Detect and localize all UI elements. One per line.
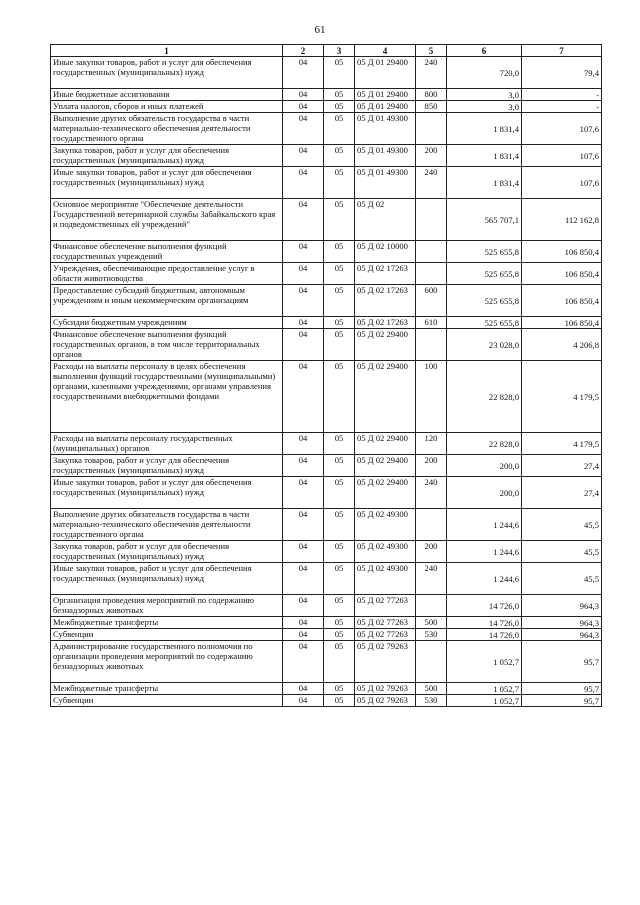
row-amount-plan-cell: 525 655,8 — [447, 263, 522, 285]
row-name-cell: Межбюджетные трансферты — [51, 683, 283, 695]
row-section-cell: 04 — [283, 433, 324, 455]
row-name-cell: Учреждения, обеспечивающие предоставление услуг в области животноводства — [51, 263, 283, 285]
table-row — [51, 563, 602, 595]
row-target-article-cell: 05 Д 02 49300 — [355, 509, 416, 541]
column-header: 6 — [447, 45, 522, 57]
row-name-cell: Основное мероприятие "Обеспечение деятельности Государственной ветеринарной службы Забайкальского края и подведомственных ей учреждений" — [51, 199, 283, 241]
row-amount-actual-cell: 4 179,5 — [522, 361, 602, 433]
row-subsection-cell: 05 — [324, 285, 355, 317]
table-row — [51, 317, 602, 329]
row-subsection-cell: 05 — [324, 329, 355, 361]
row-target-article-cell: 05 Д 02 29400 — [355, 329, 416, 361]
table-row — [51, 629, 602, 641]
row-amount-actual-cell: 964,3 — [522, 617, 602, 629]
table-row — [51, 285, 602, 317]
row-expense-type-cell — [416, 595, 447, 617]
row-amount-actual-cell: 4 179,5 — [522, 433, 602, 455]
table-row — [51, 113, 602, 145]
row-amount-actual-cell: - — [522, 89, 602, 101]
row-name-cell: Организация проведения мероприятий по содержанию безнадзорных животных — [51, 595, 283, 617]
row-expense-type-cell: 240 — [416, 563, 447, 595]
row-target-article-cell: 05 Д 02 49300 — [355, 541, 416, 563]
row-amount-plan-cell: 1 244,6 — [447, 541, 522, 563]
row-expense-type-cell — [416, 199, 447, 241]
row-amount-actual-cell: - — [522, 101, 602, 113]
row-amount-plan-cell: 14 726,0 — [447, 595, 522, 617]
row-expense-type-cell — [416, 241, 447, 263]
row-amount-actual-cell: 106 850,4 — [522, 263, 602, 285]
row-subsection-cell: 05 — [324, 641, 355, 683]
row-amount-plan-cell: 1 831,4 — [447, 145, 522, 167]
row-amount-plan-cell: 200,0 — [447, 455, 522, 477]
column-header: 7 — [522, 45, 602, 57]
row-subsection-cell: 05 — [324, 509, 355, 541]
row-amount-actual-cell: 95,7 — [522, 641, 602, 683]
row-target-article-cell: 05 Д 01 29400 — [355, 57, 416, 89]
row-target-article-cell: 05 Д 02 17263 — [355, 285, 416, 317]
row-section-cell: 04 — [283, 329, 324, 361]
row-name-cell: Иные закупки товаров, работ и услуг для обеспечения государственных (муниципальных) нужд — [51, 477, 283, 509]
row-section-cell: 04 — [283, 695, 324, 707]
row-amount-plan-cell: 22 828,0 — [447, 361, 522, 433]
row-target-article-cell: 05 Д 02 79263 — [355, 641, 416, 683]
row-subsection-cell: 05 — [324, 541, 355, 563]
table-row — [51, 617, 602, 629]
row-subsection-cell: 05 — [324, 317, 355, 329]
row-subsection-cell: 05 — [324, 167, 355, 199]
row-amount-actual-cell: 107,6 — [522, 145, 602, 167]
row-amount-plan-cell: 720,0 — [447, 57, 522, 89]
header-row — [51, 45, 602, 57]
row-section-cell: 04 — [283, 263, 324, 285]
row-target-article-cell: 05 Д 01 49300 — [355, 145, 416, 167]
table-row — [51, 695, 602, 707]
row-subsection-cell: 05 — [324, 57, 355, 89]
row-target-article-cell: 05 Д 02 — [355, 199, 416, 241]
row-expense-type-cell — [416, 509, 447, 541]
row-name-cell: Субсидии бюджетным учреждениям — [51, 317, 283, 329]
row-target-article-cell: 05 Д 02 29400 — [355, 361, 416, 433]
row-amount-actual-cell: 27,4 — [522, 477, 602, 509]
row-expense-type-cell: 610 — [416, 317, 447, 329]
row-expense-type-cell: 850 — [416, 101, 447, 113]
row-subsection-cell: 05 — [324, 199, 355, 241]
row-amount-plan-cell: 14 726,0 — [447, 617, 522, 629]
row-subsection-cell: 05 — [324, 617, 355, 629]
row-target-article-cell: 05 Д 01 49300 — [355, 167, 416, 199]
row-expense-type-cell: 200 — [416, 145, 447, 167]
row-section-cell: 04 — [283, 477, 324, 509]
row-expense-type-cell: 240 — [416, 477, 447, 509]
row-target-article-cell: 05 Д 02 79263 — [355, 683, 416, 695]
page-number: 61 — [314, 24, 326, 36]
row-section-cell: 04 — [283, 101, 324, 113]
row-subsection-cell: 05 — [324, 263, 355, 285]
row-target-article-cell: 05 Д 02 17263 — [355, 263, 416, 285]
row-expense-type-cell — [416, 329, 447, 361]
row-subsection-cell: 05 — [324, 477, 355, 509]
row-section-cell: 04 — [283, 145, 324, 167]
row-amount-plan-cell: 3,0 — [447, 101, 522, 113]
row-name-cell: Иные закупки товаров, работ и услуг для обеспечения государственных (муниципальных) нужд — [51, 563, 283, 595]
row-target-article-cell: 05 Д 01 29400 — [355, 89, 416, 101]
table-row — [51, 509, 602, 541]
budget-table — [50, 44, 602, 707]
row-section-cell: 04 — [283, 285, 324, 317]
row-name-cell: Выполнение других обязательств государства в части материально-технического обеспечения деятельности государственного органа — [51, 509, 283, 541]
row-expense-type-cell: 200 — [416, 455, 447, 477]
row-target-article-cell: 05 Д 02 49300 — [355, 563, 416, 595]
row-target-article-cell: 05 Д 02 77263 — [355, 629, 416, 641]
row-amount-actual-cell: 106 850,4 — [522, 241, 602, 263]
row-section-cell: 04 — [283, 683, 324, 695]
row-amount-actual-cell: 107,6 — [522, 113, 602, 145]
row-amount-actual-cell: 106 850,4 — [522, 317, 602, 329]
row-subsection-cell: 05 — [324, 455, 355, 477]
row-expense-type-cell — [416, 263, 447, 285]
row-amount-plan-cell: 23 028,0 — [447, 329, 522, 361]
row-name-cell: Субвенции — [51, 629, 283, 641]
row-section-cell: 04 — [283, 595, 324, 617]
table-row — [51, 641, 602, 683]
table-row — [51, 683, 602, 695]
row-amount-actual-cell: 964,3 — [522, 629, 602, 641]
row-expense-type-cell: 240 — [416, 167, 447, 199]
row-amount-actual-cell: 95,7 — [522, 683, 602, 695]
row-expense-type-cell: 240 — [416, 57, 447, 89]
row-subsection-cell: 05 — [324, 145, 355, 167]
row-target-article-cell: 05 Д 02 77263 — [355, 617, 416, 629]
row-amount-plan-cell: 1 052,7 — [447, 695, 522, 707]
column-header: 5 — [416, 45, 447, 57]
row-expense-type-cell — [416, 641, 447, 683]
table-row — [51, 57, 602, 89]
row-name-cell: Закупка товаров, работ и услуг для обеспечения государственных (муниципальных) нужд — [51, 145, 283, 167]
row-amount-plan-cell: 525 655,8 — [447, 285, 522, 317]
row-amount-plan-cell: 200,0 — [447, 477, 522, 509]
table-row — [51, 101, 602, 113]
column-header: 3 — [324, 45, 355, 57]
row-amount-plan-cell: 1 244,6 — [447, 509, 522, 541]
row-section-cell: 04 — [283, 509, 324, 541]
table-row — [51, 595, 602, 617]
row-amount-plan-cell: 1 831,4 — [447, 167, 522, 199]
row-amount-actual-cell: 95,7 — [522, 695, 602, 707]
row-section-cell: 04 — [283, 563, 324, 595]
row-subsection-cell: 05 — [324, 89, 355, 101]
row-name-cell: Выполнение других обязательств государства в части материально-технического обеспечения деятельности государственного органа — [51, 113, 283, 145]
row-amount-actual-cell: 27,4 — [522, 455, 602, 477]
table-row — [51, 361, 602, 433]
table-row — [51, 541, 602, 563]
row-amount-plan-cell: 1 831,4 — [447, 113, 522, 145]
row-section-cell: 04 — [283, 57, 324, 89]
row-amount-actual-cell: 964,3 — [522, 595, 602, 617]
row-amount-actual-cell: 45,5 — [522, 509, 602, 541]
row-expense-type-cell: 530 — [416, 629, 447, 641]
row-section-cell: 04 — [283, 89, 324, 101]
row-expense-type-cell: 600 — [416, 285, 447, 317]
row-subsection-cell: 05 — [324, 629, 355, 641]
row-name-cell: Предоставление субсидий бюджетным, автономным учреждениям и иным некоммерческим организациям — [51, 285, 283, 317]
row-subsection-cell: 05 — [324, 113, 355, 145]
row-target-article-cell: 05 Д 02 10000 — [355, 241, 416, 263]
row-amount-plan-cell: 525 655,8 — [447, 241, 522, 263]
row-name-cell: Иные закупки товаров, работ и услуг для обеспечения государственных (муниципальных) нужд — [51, 57, 283, 89]
row-name-cell: Иные закупки товаров, работ и услуг для обеспечения государственных (муниципальных) нужд — [51, 167, 283, 199]
row-target-article-cell: 05 Д 01 49300 — [355, 113, 416, 145]
table-row — [51, 167, 602, 199]
row-name-cell: Закупка товаров, работ и услуг для обеспечения государственных (муниципальных) нужд — [51, 541, 283, 563]
row-expense-type-cell: 500 — [416, 617, 447, 629]
row-name-cell: Расходы на выплаты персоналу в целях обеспечения выполнения функций государственными (муниципальными) органами, казенными учреждениями, органами управления государственными внебюджетными фондами — [51, 361, 283, 433]
row-amount-plan-cell: 22 828,0 — [447, 433, 522, 455]
row-target-article-cell: 05 Д 01 29400 — [355, 101, 416, 113]
table-row — [51, 263, 602, 285]
column-header: 2 — [283, 45, 324, 57]
table-row — [51, 89, 602, 101]
row-name-cell: Администрирование государственного полномочия по организации проведения мероприятий по содержанию безнадзорных животных — [51, 641, 283, 683]
row-name-cell: Финансовое обеспечение выполнения функций государственных органов, в том числе территориальных органов — [51, 329, 283, 361]
row-section-cell: 04 — [283, 361, 324, 433]
row-amount-actual-cell: 45,5 — [522, 541, 602, 563]
row-amount-actual-cell: 112 162,8 — [522, 199, 602, 241]
row-amount-plan-cell: 14 726,0 — [447, 629, 522, 641]
row-subsection-cell: 05 — [324, 695, 355, 707]
table-row — [51, 241, 602, 263]
table-row — [51, 455, 602, 477]
row-subsection-cell: 05 — [324, 683, 355, 695]
row-amount-plan-cell: 3,0 — [447, 89, 522, 101]
row-subsection-cell: 05 — [324, 101, 355, 113]
row-expense-type-cell: 120 — [416, 433, 447, 455]
row-section-cell: 04 — [283, 617, 324, 629]
row-amount-plan-cell: 1 052,7 — [447, 641, 522, 683]
row-target-article-cell: 05 Д 02 77263 — [355, 595, 416, 617]
row-subsection-cell: 05 — [324, 595, 355, 617]
row-name-cell: Иные бюджетные ассигнования — [51, 89, 283, 101]
row-section-cell: 04 — [283, 455, 324, 477]
row-target-article-cell: 05 Д 02 29400 — [355, 477, 416, 509]
table-row — [51, 433, 602, 455]
row-section-cell: 04 — [283, 113, 324, 145]
row-expense-type-cell: 200 — [416, 541, 447, 563]
row-amount-actual-cell: 45,5 — [522, 563, 602, 595]
row-name-cell: Субвенции — [51, 695, 283, 707]
row-amount-actual-cell: 79,4 — [522, 57, 602, 89]
column-header: 4 — [355, 45, 416, 57]
row-amount-actual-cell: 4 206,8 — [522, 329, 602, 361]
row-name-cell: Финансовое обеспечение выполнения функций государственных учреждений — [51, 241, 283, 263]
row-name-cell: Уплата налогов, сборов и иных платежей — [51, 101, 283, 113]
row-expense-type-cell: 500 — [416, 683, 447, 695]
table-row — [51, 199, 602, 241]
row-name-cell: Закупка товаров, работ и услуг для обеспечения государственных (муниципальных) нужд — [51, 455, 283, 477]
row-expense-type-cell — [416, 113, 447, 145]
row-amount-plan-cell: 1 244,6 — [447, 563, 522, 595]
row-expense-type-cell: 530 — [416, 695, 447, 707]
row-section-cell: 04 — [283, 167, 324, 199]
row-target-article-cell: 05 Д 02 29400 — [355, 433, 416, 455]
table-row — [51, 329, 602, 361]
row-amount-actual-cell: 106 850,4 — [522, 285, 602, 317]
row-name-cell: Расходы на выплаты персоналу государственных (муниципальных) органов — [51, 433, 283, 455]
row-subsection-cell: 05 — [324, 361, 355, 433]
row-amount-plan-cell: 525 655,8 — [447, 317, 522, 329]
row-expense-type-cell: 100 — [416, 361, 447, 433]
row-subsection-cell: 05 — [324, 241, 355, 263]
row-section-cell: 04 — [283, 641, 324, 683]
column-header: 1 — [51, 45, 283, 57]
table-row — [51, 145, 602, 167]
row-target-article-cell: 05 Д 02 79263 — [355, 695, 416, 707]
row-subsection-cell: 05 — [324, 563, 355, 595]
row-subsection-cell: 05 — [324, 433, 355, 455]
row-section-cell: 04 — [283, 199, 324, 241]
row-section-cell: 04 — [283, 317, 324, 329]
row-name-cell: Межбюджетные трансферты — [51, 617, 283, 629]
row-amount-plan-cell: 1 052,7 — [447, 683, 522, 695]
row-section-cell: 04 — [283, 629, 324, 641]
row-amount-actual-cell: 107,6 — [522, 167, 602, 199]
row-expense-type-cell: 800 — [416, 89, 447, 101]
table-row — [51, 477, 602, 509]
row-target-article-cell: 05 Д 02 17263 — [355, 317, 416, 329]
row-target-article-cell: 05 Д 02 29400 — [355, 455, 416, 477]
row-section-cell: 04 — [283, 541, 324, 563]
row-amount-plan-cell: 565 707,1 — [447, 199, 522, 241]
row-section-cell: 04 — [283, 241, 324, 263]
